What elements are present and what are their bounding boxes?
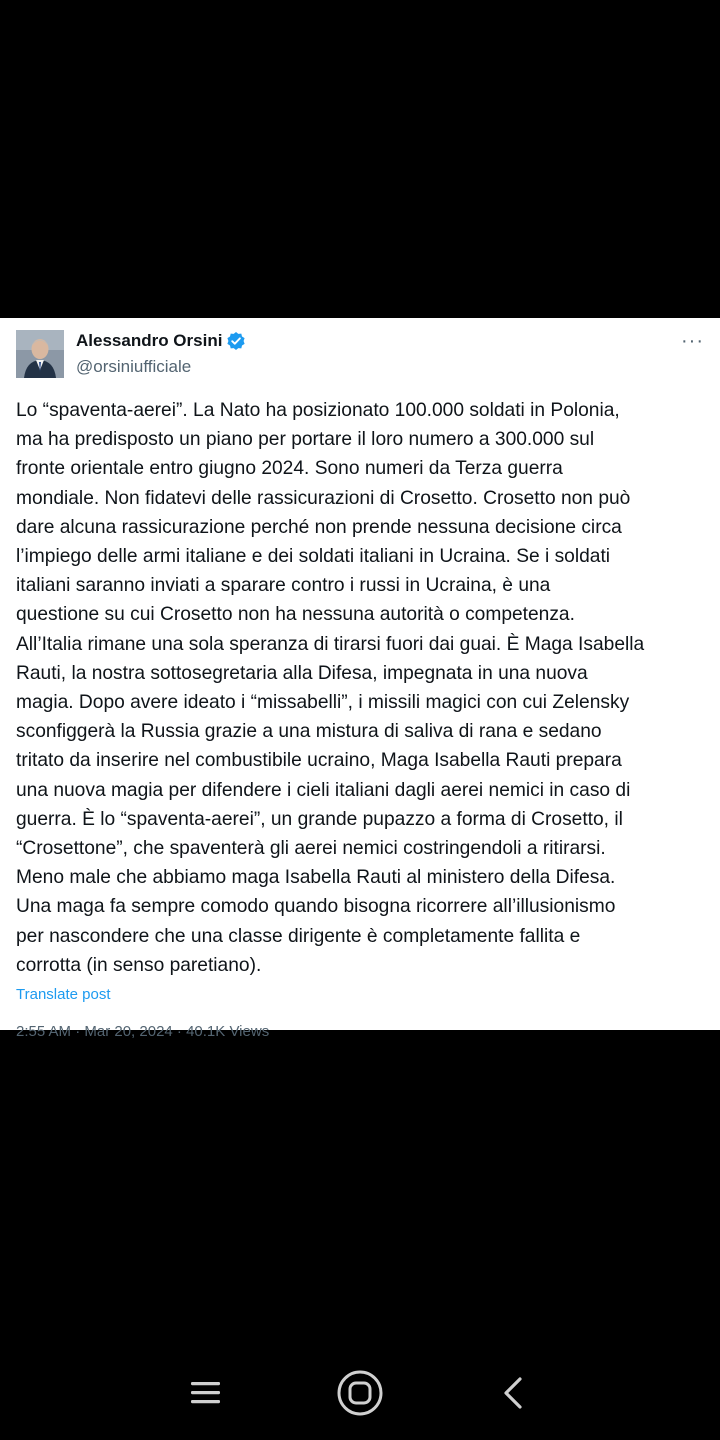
tweet-line: dare alcuna rassicurazione perché non prende nessuna decisione circa: [16, 516, 622, 538]
tweet-card: [0, 318, 720, 1040]
verified-badge-icon: [226, 331, 246, 351]
more-options-icon[interactable]: ···: [681, 330, 704, 352]
tweet-line: magia. Dopo avere ideato i “missabelli”, i missili magici con cui Zelensky: [16, 692, 630, 714]
tweet-line: Rauti, la nostra sottosegretaria alla Difesa, impegnata in una nuova: [16, 662, 588, 684]
tweet-line: fronte orientale entro giugno 2024. Sono numeri da Terza guerra: [16, 458, 563, 480]
back-icon: [482, 1368, 542, 1420]
tweet-text: [16, 396, 708, 980]
translate-post-link[interactable]: Translate post: [16, 986, 111, 1003]
tweet-line: corrotta (in senso paretiano).: [16, 954, 262, 976]
author-handle[interactable]: @orsiniufficiale: [76, 357, 192, 376]
tweet-line: questione su cui Crosetto non ha nessuna autorità o competenza.: [16, 604, 575, 626]
tweet-line: l’impiego delle armi italiane e dei soldati italiani in Ucraina. Se i soldati: [16, 546, 611, 568]
tweet-line: una nuova magia per difendere i cieli italiani dagli aerei nemici in caso di: [16, 779, 631, 801]
avatar[interactable]: [16, 330, 64, 378]
home-icon: [330, 1368, 390, 1420]
tweet-line: sconfiggerà la Russia grazie a una mistura di saliva di rana e sedano: [16, 721, 602, 743]
home-button[interactable]: [330, 1368, 390, 1420]
author-name-row[interactable]: [76, 331, 246, 351]
tweet-timestamp[interactable]: 2:55 AM · Mar 20, 2024 · 40.1K Views: [16, 1023, 270, 1040]
tweet-line: “Crosettone”, che spaventerà gli aerei nemici costringendoli a ritirarsi.: [16, 838, 606, 860]
recent-apps-button[interactable]: [175, 1368, 235, 1420]
tweet-line: italiani saranno inviati a sparare contro i russi in Ucraina, è una: [16, 575, 551, 597]
tweet-line: mondiale. Non fidatevi delle rassicurazioni di Crosetto. Crosetto non può: [16, 487, 631, 509]
tweet-line: Meno male che abbiamo maga Isabella Rauti al ministero della Difesa.: [16, 867, 616, 889]
tweet-line: ma ha predisposto un piano per portare il loro numero a 300.000 sul: [16, 429, 595, 451]
tweet-line: Lo “spaventa-aerei”. La Nato ha posizionato 100.000 soldati in Polonia,: [16, 400, 620, 421]
tweet-line: tritato da inserire nel combustibile ucraino, Maga Isabella Rauti prepara: [16, 750, 622, 772]
tweet-line: guerra. È lo “spaventa-aerei”, un grande pupazzo a forma di Crosetto, il: [16, 808, 623, 830]
android-navigation-bar: [0, 1360, 720, 1428]
back-button[interactable]: [482, 1368, 542, 1420]
tweet-line: per nascondere che una classe dirigente è completamente fallita e: [16, 925, 581, 947]
tweet-line: Una maga fa sempre comodo quando bisogna ricorrere all’illusionismo: [16, 896, 616, 918]
tweet-line: All’Italia rimane una sola speranza di tirarsi fuori dai guai. È Maga Isabella: [16, 633, 645, 655]
author-name[interactable]: Alessandro Orsini: [76, 331, 223, 350]
recent-apps-icon: [175, 1368, 235, 1420]
